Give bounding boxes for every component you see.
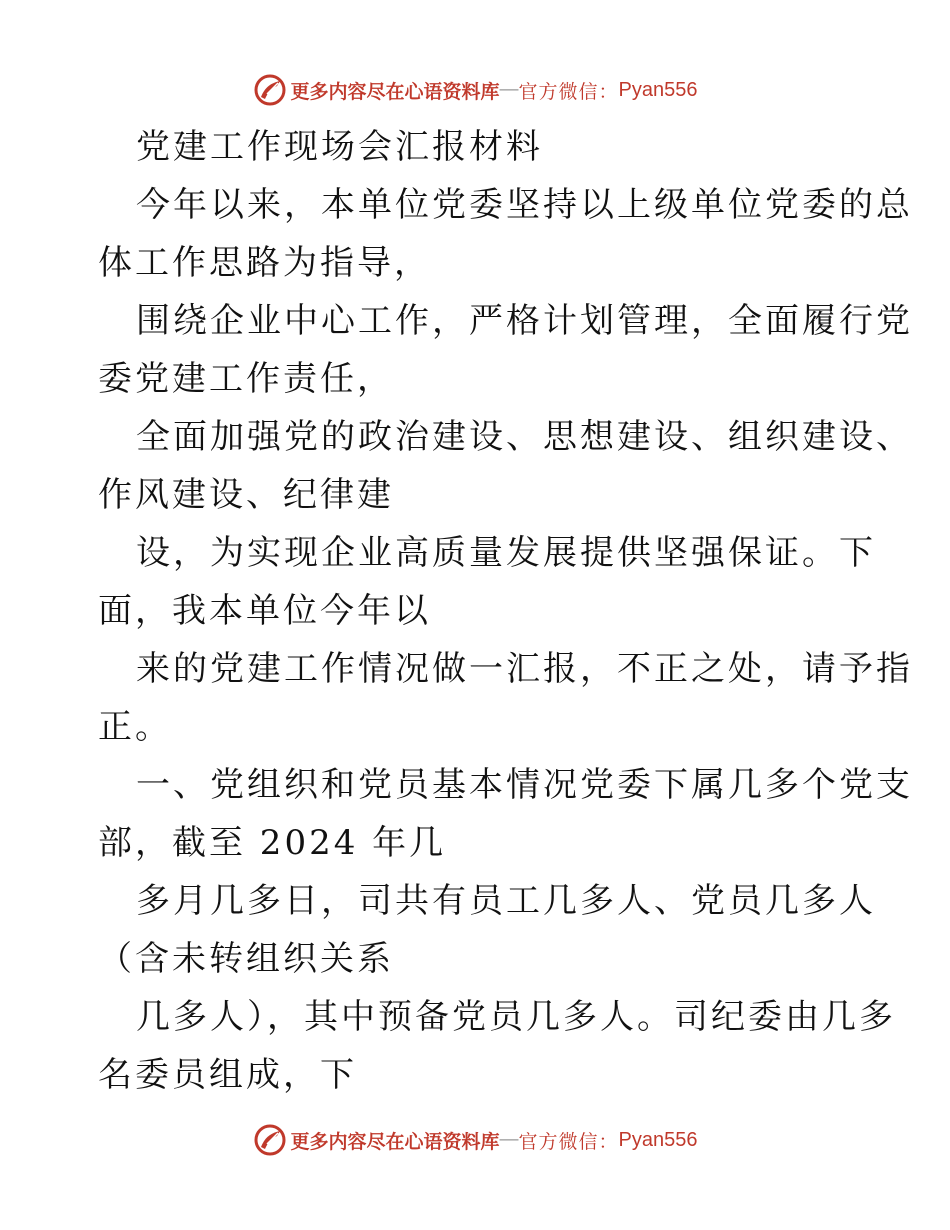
document-body: [98, 118, 913, 1104]
paragraph-line: 面，我本单位今年以: [98, 591, 431, 631]
header-wechat-id: Pyan556: [618, 78, 698, 101]
paragraph-line: 作风建设、纪律建: [98, 475, 394, 515]
paragraph-line: 全面加强党的政治建设、思想建设、组织建设、: [136, 417, 913, 457]
paragraph-line: 一、党组织和党员基本情况党委下属几多个党支: [136, 765, 913, 805]
paragraph-line: 名委员组成，下: [98, 1055, 357, 1095]
paragraph-line: 今年以来，本单位党委坚持以上级单位党委的总: [136, 185, 913, 225]
footer-official-label: 官方微信：: [518, 1130, 619, 1153]
paragraph-line: 围绕企业中心工作，严格计划管理，全面履行党: [136, 301, 913, 341]
header-separator: —: [499, 79, 519, 100]
footer-banner: [0, 1120, 950, 1160]
brand-logo-icon: [253, 73, 287, 107]
header-official-label: 官方微信：: [518, 80, 619, 103]
paragraph-line: （含未转组织关系: [98, 939, 394, 979]
footer-separator: —: [499, 1129, 519, 1150]
document-title: 党建工作现场会汇报材料: [136, 127, 543, 167]
paragraph-line: 来的党建工作情况做一汇报，不正之处，请予指: [136, 649, 913, 689]
footer-wechat-id: Pyan556: [618, 1128, 698, 1151]
paragraph-line: 体工作思路为指导，: [98, 243, 431, 283]
brand-logo-icon: [253, 1123, 287, 1157]
paragraph-line: 多月几多日，司共有员工几多人、党员几多人: [136, 881, 876, 921]
header-brand-text: 更多内容尽在心语资料库: [290, 80, 500, 103]
paragraph-line: 几多人），其中预备党员几多人。司纪委由几多: [136, 997, 896, 1037]
footer-brand-text: 更多内容尽在心语资料库: [290, 1130, 500, 1153]
paragraph-line: 设，为实现企业高质量发展提供坚强保证。下: [136, 533, 876, 573]
paragraph-line: 正。: [98, 707, 172, 747]
paragraph-line: 委党建工作责任，: [98, 359, 394, 399]
header-banner: [0, 70, 950, 110]
paragraph-line: 部，截至 2024 年几: [98, 823, 447, 863]
